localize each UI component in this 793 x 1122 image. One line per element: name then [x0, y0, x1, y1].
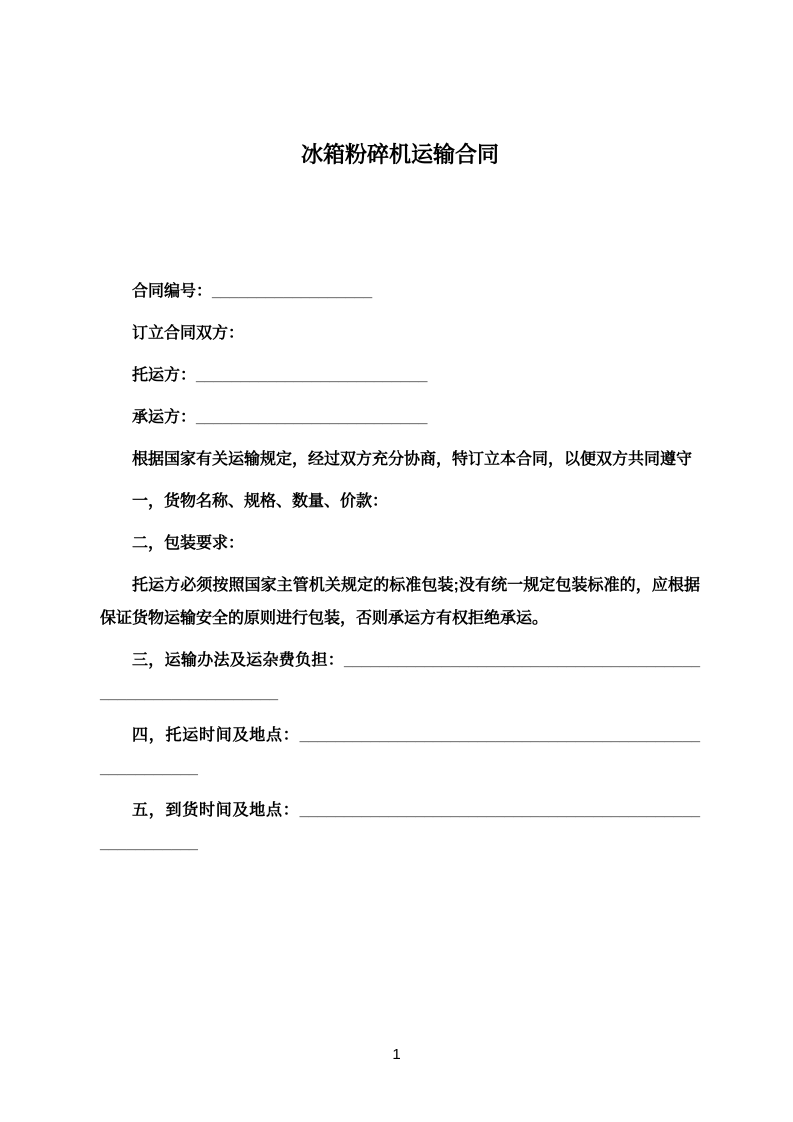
para-clause-5-delivery-time-place: 五，到货时间及地点：________________________________________________________	[100, 802, 700, 852]
para-parties-intro: 订立合同双方：	[132, 325, 245, 342]
para-clause-3-transport-method: 三，运输办法及运杂费负担：____________________________________________________________	[100, 652, 700, 702]
para-preamble: 根据国家有关运输规定，经过双方充分协商，特订立本合同，以便双方共同遵守	[132, 451, 693, 468]
para-clause-1-goods: 一，货物名称、规格、数量、价款：	[132, 493, 389, 510]
para-contract-number: 合同编号：__________________	[132, 283, 373, 300]
page-number: 1	[392, 1046, 401, 1063]
para-clause-2-packaging: 二，包装要求：	[132, 535, 245, 552]
para-shipper: 托运方：__________________________	[132, 367, 428, 384]
document-body	[100, 275, 700, 860]
para-carrier: 承运方：__________________________	[132, 409, 428, 426]
document-title: 冰箱粉碎机运输合同	[300, 142, 499, 167]
para-clause-4-shipping-time-place: 四，托运时间及地点：________________________________________________________	[100, 727, 700, 777]
para-clause-2-body: 托运方必须按照国家主管机关规定的标准包装;没有统一规定包装标准的，应根据保证货物运输安全的原则进行包装，否则承运方有权拒绝承运。	[100, 577, 700, 627]
